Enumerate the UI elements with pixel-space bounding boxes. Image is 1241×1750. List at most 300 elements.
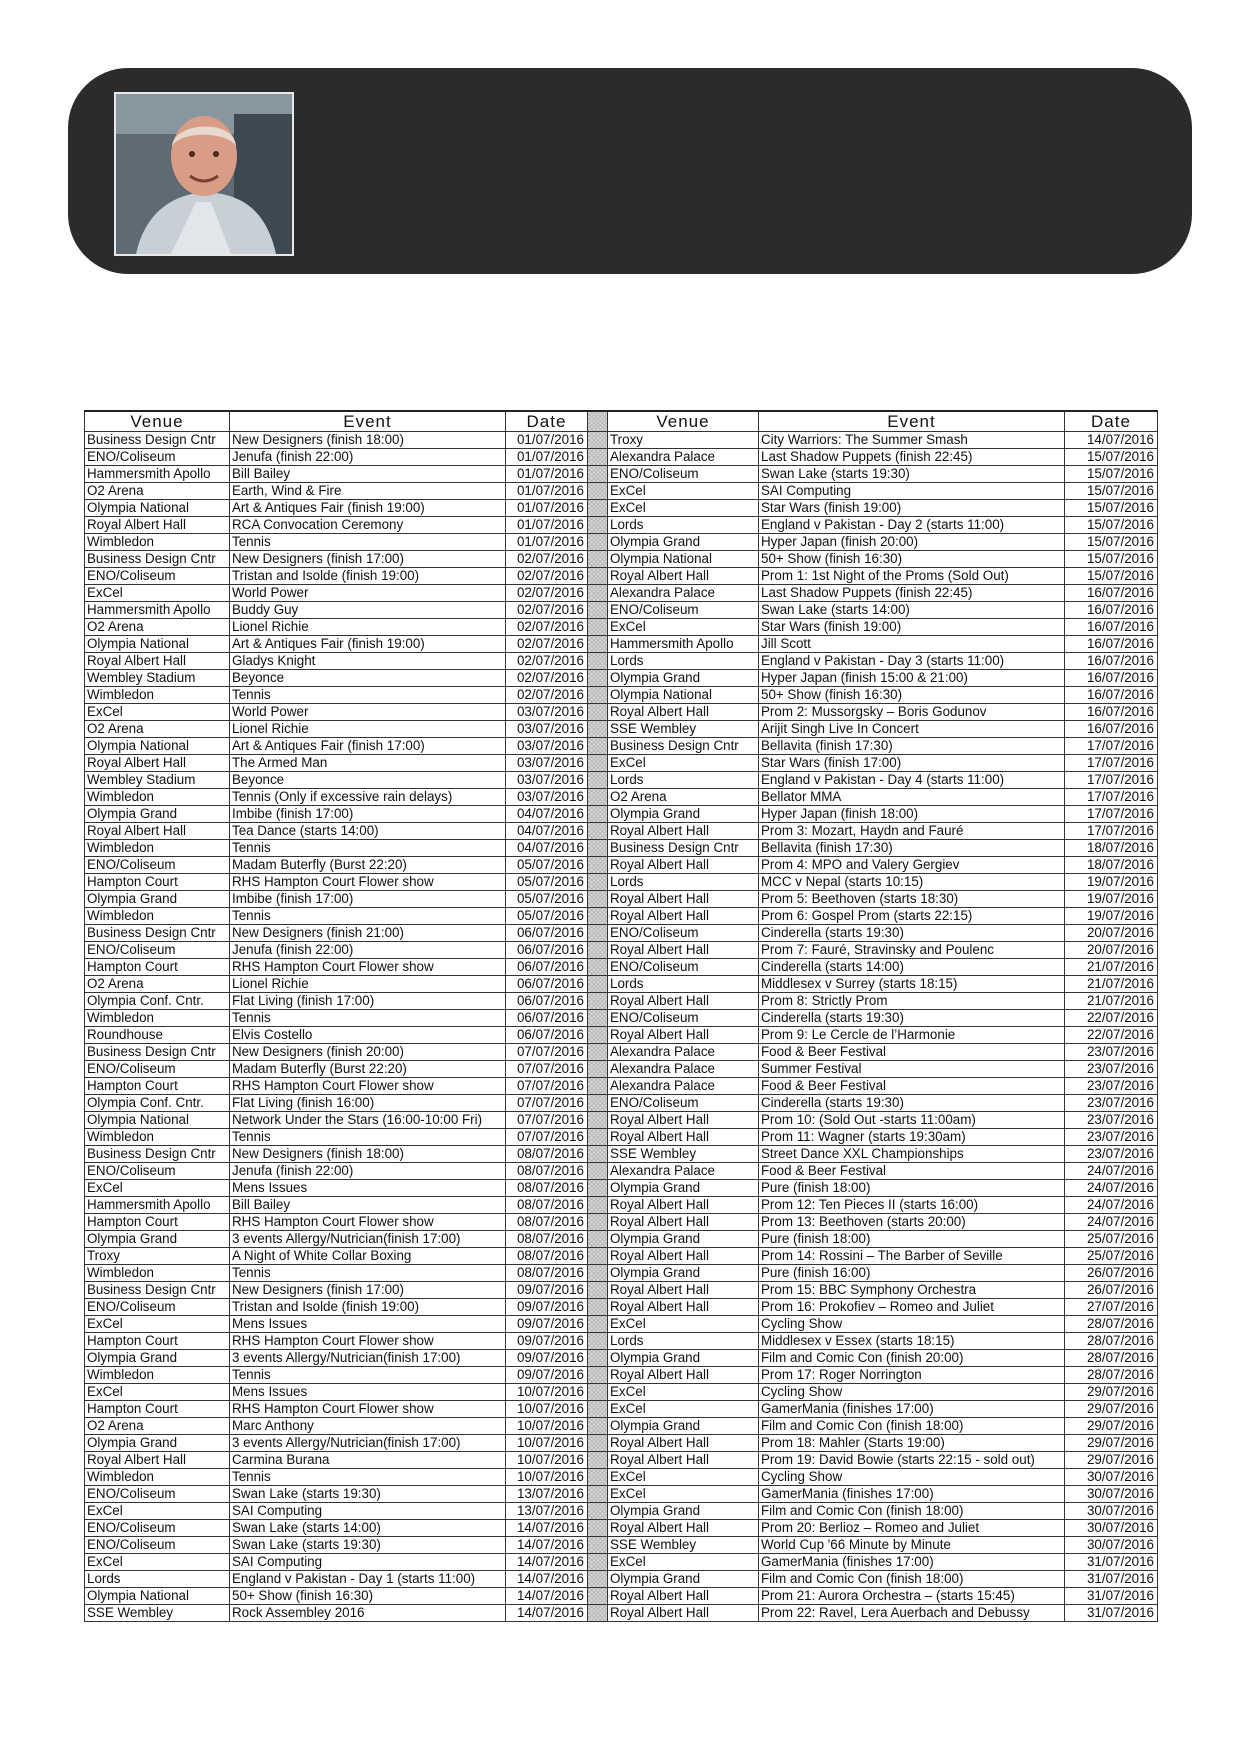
date-cell: 31/07/2016 bbox=[1065, 1588, 1158, 1605]
date-cell: 24/07/2016 bbox=[1065, 1197, 1158, 1214]
date-cell: 02/07/2016 bbox=[506, 551, 588, 568]
venue-cell: Olympia Grand bbox=[85, 1231, 230, 1248]
table-row bbox=[85, 1265, 1158, 1282]
event-cell: Imbibe (finish 17:00) bbox=[230, 891, 506, 908]
date-cell: 28/07/2016 bbox=[1065, 1316, 1158, 1333]
table-row bbox=[85, 1418, 1158, 1435]
date-cell: 21/07/2016 bbox=[1065, 993, 1158, 1010]
event-cell: Cycling Show bbox=[759, 1316, 1065, 1333]
date-cell: 29/07/2016 bbox=[1065, 1435, 1158, 1452]
event-cell: Food & Beer Festival bbox=[759, 1044, 1065, 1061]
date-cell: 31/07/2016 bbox=[1065, 1605, 1158, 1622]
venue-cell: Royal Albert Hall bbox=[608, 891, 759, 908]
event-cell: Food & Beer Festival bbox=[759, 1163, 1065, 1180]
event-cell: Food & Beer Festival bbox=[759, 1078, 1065, 1095]
date-cell: 06/07/2016 bbox=[506, 925, 588, 942]
date-cell: 02/07/2016 bbox=[506, 585, 588, 602]
venue-cell: Olympia National bbox=[85, 500, 230, 517]
venue-cell: Roundhouse bbox=[85, 1027, 230, 1044]
table-row bbox=[85, 1197, 1158, 1214]
date-cell: 22/07/2016 bbox=[1065, 1027, 1158, 1044]
date-cell: 14/07/2016 bbox=[506, 1571, 588, 1588]
column-divider bbox=[588, 449, 608, 466]
date-cell: 20/07/2016 bbox=[1065, 942, 1158, 959]
event-cell: Jenufa (finish 22:00) bbox=[230, 449, 506, 466]
venue-cell: Lords bbox=[608, 874, 759, 891]
event-cell: Bill Bailey bbox=[230, 466, 506, 483]
date-cell: 16/07/2016 bbox=[1065, 636, 1158, 653]
venue-cell: Hampton Court bbox=[85, 959, 230, 976]
column-divider bbox=[588, 1112, 608, 1129]
column-divider bbox=[588, 534, 608, 551]
venue-cell: Royal Albert Hall bbox=[608, 1452, 759, 1469]
venue-cell: Business Design Cntr bbox=[85, 432, 230, 449]
venue-cell: Olympia Conf. Cntr. bbox=[85, 1095, 230, 1112]
column-divider bbox=[588, 772, 608, 789]
column-divider bbox=[588, 500, 608, 517]
table-row bbox=[85, 619, 1158, 636]
venue-cell: Royal Albert Hall bbox=[85, 1452, 230, 1469]
date-cell: 30/07/2016 bbox=[1065, 1503, 1158, 1520]
table-row bbox=[85, 449, 1158, 466]
venue-cell: Olympia National bbox=[85, 738, 230, 755]
event-cell: Tennis bbox=[230, 534, 506, 551]
table-row bbox=[85, 1078, 1158, 1095]
event-cell: Prom 15: BBC Symphony Orchestra bbox=[759, 1282, 1065, 1299]
date-cell: 13/07/2016 bbox=[506, 1503, 588, 1520]
event-cell: Elvis Costello bbox=[230, 1027, 506, 1044]
event-cell: Cinderella (starts 19:30) bbox=[759, 1095, 1065, 1112]
event-cell: Swan Lake (starts 14:00) bbox=[759, 602, 1065, 619]
date-cell: 08/07/2016 bbox=[506, 1265, 588, 1282]
column-divider bbox=[588, 1605, 608, 1622]
event-cell: SAI Computing bbox=[230, 1554, 506, 1571]
event-cell: Earth, Wind & Fire bbox=[230, 483, 506, 500]
date-cell: 30/07/2016 bbox=[1065, 1537, 1158, 1554]
column-divider bbox=[588, 704, 608, 721]
date-cell: 23/07/2016 bbox=[1065, 1061, 1158, 1078]
venue-cell: ExCel bbox=[608, 500, 759, 517]
table-row bbox=[85, 976, 1158, 993]
column-divider bbox=[588, 993, 608, 1010]
venue-cell: SSE Wembley bbox=[608, 1537, 759, 1554]
date-cell: 07/07/2016 bbox=[506, 1095, 588, 1112]
column-divider bbox=[588, 1027, 608, 1044]
event-cell: Prom 19: David Bowie (starts 22:15 - sold out) bbox=[759, 1452, 1065, 1469]
date-cell: 23/07/2016 bbox=[1065, 1078, 1158, 1095]
venue-cell: Wimbledon bbox=[85, 1010, 230, 1027]
venue-cell: ExCel bbox=[608, 1316, 759, 1333]
event-cell: Gladys Knight bbox=[230, 653, 506, 670]
event-cell: Prom 4: MPO and Valery Gergiev bbox=[759, 857, 1065, 874]
event-cell: Star Wars (finish 17:00) bbox=[759, 755, 1065, 772]
event-cell: Buddy Guy bbox=[230, 602, 506, 619]
venue-cell: Troxy bbox=[608, 432, 759, 449]
event-cell: Cinderella (starts 14:00) bbox=[759, 959, 1065, 976]
venue-cell: O2 Arena bbox=[85, 483, 230, 500]
date-cell: 09/07/2016 bbox=[506, 1282, 588, 1299]
date-cell: 23/07/2016 bbox=[1065, 1146, 1158, 1163]
column-divider bbox=[588, 602, 608, 619]
event-cell: World Cup '66 Minute by Minute bbox=[759, 1537, 1065, 1554]
date-cell: 28/07/2016 bbox=[1065, 1350, 1158, 1367]
event-cell: Pure (finish 18:00) bbox=[759, 1231, 1065, 1248]
event-cell: Cinderella (starts 19:30) bbox=[759, 925, 1065, 942]
column-divider bbox=[588, 687, 608, 704]
venue-cell: Hampton Court bbox=[85, 1333, 230, 1350]
event-cell: Imbibe (finish 17:00) bbox=[230, 806, 506, 823]
event-cell: Tennis bbox=[230, 1010, 506, 1027]
table-row bbox=[85, 534, 1158, 551]
venue-cell: Wimbledon bbox=[85, 840, 230, 857]
date-cell: 10/07/2016 bbox=[506, 1401, 588, 1418]
date-cell: 23/07/2016 bbox=[1065, 1095, 1158, 1112]
venue-cell: Royal Albert Hall bbox=[608, 823, 759, 840]
venue-cell: ExCel bbox=[608, 619, 759, 636]
table-row bbox=[85, 959, 1158, 976]
date-cell: 15/07/2016 bbox=[1065, 500, 1158, 517]
table-row bbox=[85, 670, 1158, 687]
date-cell: 15/07/2016 bbox=[1065, 449, 1158, 466]
column-divider bbox=[588, 585, 608, 602]
column-divider bbox=[588, 1265, 608, 1282]
table-row bbox=[85, 1044, 1158, 1061]
venue-cell: Business Design Cntr bbox=[85, 925, 230, 942]
event-cell: Prom 20: Berlioz – Romeo and Juliet bbox=[759, 1520, 1065, 1537]
table-row bbox=[85, 1588, 1158, 1605]
event-cell: GamerMania (finishes 17:00) bbox=[759, 1486, 1065, 1503]
event-cell: RHS Hampton Court Flower show bbox=[230, 1401, 506, 1418]
date-cell: 05/07/2016 bbox=[506, 874, 588, 891]
venue-cell: Royal Albert Hall bbox=[608, 1214, 759, 1231]
venue-cell: Wimbledon bbox=[85, 534, 230, 551]
venue-cell: Lords bbox=[608, 772, 759, 789]
date-cell: 26/07/2016 bbox=[1065, 1265, 1158, 1282]
date-cell: 08/07/2016 bbox=[506, 1214, 588, 1231]
table-row bbox=[85, 602, 1158, 619]
column-divider bbox=[588, 1452, 608, 1469]
column-divider bbox=[588, 1435, 608, 1452]
venue-cell: Royal Albert Hall bbox=[608, 942, 759, 959]
event-cell: Carmina Burana bbox=[230, 1452, 506, 1469]
column-divider bbox=[588, 755, 608, 772]
event-cell: Prom 12: Ten Pieces II (starts 16:00) bbox=[759, 1197, 1065, 1214]
venue-cell: Royal Albert Hall bbox=[608, 1367, 759, 1384]
event-cell: World Power bbox=[230, 585, 506, 602]
venue-cell: Alexandra Palace bbox=[608, 1163, 759, 1180]
column-divider bbox=[588, 1384, 608, 1401]
venue-cell: Royal Albert Hall bbox=[608, 1129, 759, 1146]
venue-cell: Olympia Grand bbox=[608, 1418, 759, 1435]
venue-cell: ENO/Coliseum bbox=[608, 959, 759, 976]
date-cell: 16/07/2016 bbox=[1065, 687, 1158, 704]
event-cell: Prom 17: Roger Norrington bbox=[759, 1367, 1065, 1384]
date-cell: 23/07/2016 bbox=[1065, 1112, 1158, 1129]
date-cell: 17/07/2016 bbox=[1065, 755, 1158, 772]
column-divider bbox=[588, 636, 608, 653]
person-photo-icon bbox=[116, 94, 292, 254]
column-header-event: Event bbox=[759, 411, 1065, 432]
date-cell: 16/07/2016 bbox=[1065, 619, 1158, 636]
event-cell: Lionel Richie bbox=[230, 619, 506, 636]
table-row bbox=[85, 908, 1158, 925]
column-divider bbox=[588, 959, 608, 976]
column-divider bbox=[588, 1503, 608, 1520]
venue-cell: Wimbledon bbox=[85, 789, 230, 806]
date-cell: 26/07/2016 bbox=[1065, 1282, 1158, 1299]
event-cell: GamerMania (finishes 17:00) bbox=[759, 1401, 1065, 1418]
column-divider bbox=[588, 1146, 608, 1163]
event-cell: Mens Issues bbox=[230, 1316, 506, 1333]
venue-cell: O2 Arena bbox=[85, 976, 230, 993]
table-row bbox=[85, 1571, 1158, 1588]
date-cell: 06/07/2016 bbox=[506, 1027, 588, 1044]
table-row bbox=[85, 1350, 1158, 1367]
event-cell: Prom 11: Wagner (starts 19:30am) bbox=[759, 1129, 1065, 1146]
date-cell: 19/07/2016 bbox=[1065, 891, 1158, 908]
date-cell: 28/07/2016 bbox=[1065, 1333, 1158, 1350]
table-row bbox=[85, 1231, 1158, 1248]
event-cell: Cycling Show bbox=[759, 1469, 1065, 1486]
venue-cell: Royal Albert Hall bbox=[85, 823, 230, 840]
date-cell: 14/07/2016 bbox=[506, 1588, 588, 1605]
venue-cell: Royal Albert Hall bbox=[608, 1248, 759, 1265]
table-row bbox=[85, 1248, 1158, 1265]
table-row bbox=[85, 1367, 1158, 1384]
table-row bbox=[85, 1282, 1158, 1299]
venue-cell: ENO/Coliseum bbox=[608, 466, 759, 483]
date-cell: 18/07/2016 bbox=[1065, 840, 1158, 857]
venue-cell: Wembley Stadium bbox=[85, 772, 230, 789]
event-cell: Flat Living (finish 17:00) bbox=[230, 993, 506, 1010]
date-cell: 04/07/2016 bbox=[506, 823, 588, 840]
event-cell: Tristan and Isolde (finish 19:00) bbox=[230, 568, 506, 585]
venue-cell: Royal Albert Hall bbox=[608, 568, 759, 585]
date-cell: 16/07/2016 bbox=[1065, 653, 1158, 670]
date-cell: 16/07/2016 bbox=[1065, 602, 1158, 619]
event-cell: RHS Hampton Court Flower show bbox=[230, 874, 506, 891]
table-row bbox=[85, 891, 1158, 908]
column-divider bbox=[588, 942, 608, 959]
date-cell: 31/07/2016 bbox=[1065, 1571, 1158, 1588]
table-row bbox=[85, 687, 1158, 704]
table-row bbox=[85, 1435, 1158, 1452]
date-cell: 03/07/2016 bbox=[506, 721, 588, 738]
date-cell: 06/07/2016 bbox=[506, 976, 588, 993]
table-row bbox=[85, 500, 1158, 517]
event-cell: Bellavita (finish 17:30) bbox=[759, 738, 1065, 755]
date-cell: 05/07/2016 bbox=[506, 908, 588, 925]
date-cell: 29/07/2016 bbox=[1065, 1384, 1158, 1401]
column-divider bbox=[588, 1588, 608, 1605]
event-cell: England v Pakistan - Day 2 (starts 11:00) bbox=[759, 517, 1065, 534]
table-row bbox=[85, 806, 1158, 823]
event-cell: Last Shadow Puppets (finish 22:45) bbox=[759, 449, 1065, 466]
date-cell: 03/07/2016 bbox=[506, 789, 588, 806]
event-cell: Tennis bbox=[230, 1367, 506, 1384]
event-cell: A Night of White Collar Boxing bbox=[230, 1248, 506, 1265]
date-cell: 21/07/2016 bbox=[1065, 959, 1158, 976]
table-row bbox=[85, 1214, 1158, 1231]
venue-cell: Hampton Court bbox=[85, 1401, 230, 1418]
date-cell: 23/07/2016 bbox=[1065, 1129, 1158, 1146]
venue-cell: Hampton Court bbox=[85, 874, 230, 891]
event-cell: England v Pakistan - Day 4 (starts 11:00) bbox=[759, 772, 1065, 789]
event-cell: Rock Assembley 2016 bbox=[230, 1605, 506, 1622]
event-cell: Bellavita (finish 17:30) bbox=[759, 840, 1065, 857]
date-cell: 30/07/2016 bbox=[1065, 1486, 1158, 1503]
event-cell: Prom 2: Mussorgsky – Boris Godunov bbox=[759, 704, 1065, 721]
column-divider bbox=[588, 840, 608, 857]
event-cell: RHS Hampton Court Flower show bbox=[230, 1333, 506, 1350]
event-cell: Prom 13: Beethoven (starts 20:00) bbox=[759, 1214, 1065, 1231]
event-cell: Swan Lake (starts 19:30) bbox=[230, 1537, 506, 1554]
venue-cell: Olympia National bbox=[85, 636, 230, 653]
column-divider bbox=[588, 670, 608, 687]
venue-cell: Olympia Grand bbox=[85, 806, 230, 823]
venue-cell: ExCel bbox=[608, 483, 759, 500]
column-divider bbox=[588, 1044, 608, 1061]
venue-cell: Royal Albert Hall bbox=[608, 1588, 759, 1605]
table-row bbox=[85, 1605, 1158, 1622]
table-row bbox=[85, 925, 1158, 942]
venue-cell: ENO/Coliseum bbox=[85, 942, 230, 959]
venue-cell: Alexandra Palace bbox=[608, 1044, 759, 1061]
date-cell: 24/07/2016 bbox=[1065, 1180, 1158, 1197]
table-row bbox=[85, 1027, 1158, 1044]
event-cell: 50+ Show (finish 16:30) bbox=[759, 687, 1065, 704]
event-cell: Film and Comic Con (finish 20:00) bbox=[759, 1350, 1065, 1367]
table-row bbox=[85, 942, 1158, 959]
date-cell: 03/07/2016 bbox=[506, 755, 588, 772]
venue-cell: Olympia Grand bbox=[608, 1350, 759, 1367]
column-divider bbox=[588, 1520, 608, 1537]
venue-cell: ExCel bbox=[85, 1180, 230, 1197]
event-cell: Swan Lake (starts 19:30) bbox=[759, 466, 1065, 483]
event-cell: Prom 10: (Sold Out -starts 11:00am) bbox=[759, 1112, 1065, 1129]
venue-cell: Business Design Cntr bbox=[85, 1282, 230, 1299]
date-cell: 10/07/2016 bbox=[506, 1452, 588, 1469]
date-cell: 27/07/2016 bbox=[1065, 1299, 1158, 1316]
venue-cell: Wimbledon bbox=[85, 1469, 230, 1486]
event-cell: Summer Festival bbox=[759, 1061, 1065, 1078]
event-cell: 50+ Show (finish 16:30) bbox=[230, 1588, 506, 1605]
date-cell: 02/07/2016 bbox=[506, 653, 588, 670]
column-divider bbox=[588, 1316, 608, 1333]
date-cell: 16/07/2016 bbox=[1065, 704, 1158, 721]
event-cell: Prom 5: Beethoven (starts 18:30) bbox=[759, 891, 1065, 908]
date-cell: 03/07/2016 bbox=[506, 772, 588, 789]
column-header-venue: Venue bbox=[85, 411, 230, 432]
date-cell: 08/07/2016 bbox=[506, 1146, 588, 1163]
column-divider bbox=[588, 1418, 608, 1435]
event-cell: Hyper Japan (finish 15:00 & 21:00) bbox=[759, 670, 1065, 687]
event-cell: New Designers (finish 17:00) bbox=[230, 1282, 506, 1299]
event-cell: RHS Hampton Court Flower show bbox=[230, 1078, 506, 1095]
column-divider bbox=[588, 1214, 608, 1231]
date-cell: 08/07/2016 bbox=[506, 1197, 588, 1214]
date-cell: 15/07/2016 bbox=[1065, 483, 1158, 500]
venue-cell: Wimbledon bbox=[85, 1367, 230, 1384]
venue-cell: Lords bbox=[608, 517, 759, 534]
column-divider bbox=[588, 466, 608, 483]
event-cell: New Designers (finish 21:00) bbox=[230, 925, 506, 942]
date-cell: 09/07/2016 bbox=[506, 1367, 588, 1384]
table-row bbox=[85, 1299, 1158, 1316]
venue-cell: Hampton Court bbox=[85, 1214, 230, 1231]
venue-cell: ENO/Coliseum bbox=[608, 1095, 759, 1112]
venue-cell: Business Design Cntr bbox=[85, 1146, 230, 1163]
venue-cell: O2 Arena bbox=[608, 789, 759, 806]
table-row bbox=[85, 738, 1158, 755]
date-cell: 14/07/2016 bbox=[506, 1554, 588, 1571]
event-cell: Mens Issues bbox=[230, 1384, 506, 1401]
event-cell: Hyper Japan (finish 20:00) bbox=[759, 534, 1065, 551]
venue-cell: ExCel bbox=[85, 1554, 230, 1571]
date-cell: 20/07/2016 bbox=[1065, 925, 1158, 942]
table-row bbox=[85, 1095, 1158, 1112]
event-cell: Tennis bbox=[230, 1265, 506, 1282]
venue-cell: Olympia Grand bbox=[608, 1503, 759, 1520]
table-row bbox=[85, 483, 1158, 500]
date-cell: 24/07/2016 bbox=[1065, 1214, 1158, 1231]
event-cell: RHS Hampton Court Flower show bbox=[230, 1214, 506, 1231]
table-row bbox=[85, 1129, 1158, 1146]
event-cell: GamerMania (finishes 17:00) bbox=[759, 1554, 1065, 1571]
table-row bbox=[85, 721, 1158, 738]
date-cell: 02/07/2016 bbox=[506, 636, 588, 653]
column-divider bbox=[588, 721, 608, 738]
event-cell: Jenufa (finish 22:00) bbox=[230, 1163, 506, 1180]
table-row bbox=[85, 1163, 1158, 1180]
venue-cell: Olympia National bbox=[85, 1588, 230, 1605]
column-divider bbox=[588, 1231, 608, 1248]
date-cell: 23/07/2016 bbox=[1065, 1044, 1158, 1061]
event-cell: Star Wars (finish 19:00) bbox=[759, 500, 1065, 517]
event-cell: Film and Comic Con (finish 18:00) bbox=[759, 1571, 1065, 1588]
date-cell: 02/07/2016 bbox=[506, 568, 588, 585]
venue-cell: ENO/Coliseum bbox=[608, 1010, 759, 1027]
venue-cell: SSE Wembley bbox=[608, 1146, 759, 1163]
table-row bbox=[85, 1146, 1158, 1163]
table-header-row bbox=[85, 411, 1158, 432]
profile-photo bbox=[114, 92, 294, 256]
venue-cell: ExCel bbox=[608, 1469, 759, 1486]
column-divider bbox=[588, 483, 608, 500]
column-divider bbox=[588, 1401, 608, 1418]
event-cell: Hyper Japan (finish 18:00) bbox=[759, 806, 1065, 823]
table-row bbox=[85, 1537, 1158, 1554]
event-cell: New Designers (finish 18:00) bbox=[230, 432, 506, 449]
venue-cell: Olympia National bbox=[85, 1112, 230, 1129]
venue-cell: Business Design Cntr bbox=[608, 840, 759, 857]
venue-cell: ExCel bbox=[85, 1316, 230, 1333]
venue-cell: SSE Wembley bbox=[608, 721, 759, 738]
date-cell: 08/07/2016 bbox=[506, 1163, 588, 1180]
date-cell: 19/07/2016 bbox=[1065, 874, 1158, 891]
date-cell: 06/07/2016 bbox=[506, 993, 588, 1010]
date-cell: 01/07/2016 bbox=[506, 466, 588, 483]
table-row bbox=[85, 1333, 1158, 1350]
table-row bbox=[85, 653, 1158, 670]
column-divider bbox=[588, 1537, 608, 1554]
table-row bbox=[85, 755, 1158, 772]
event-cell: 50+ Show (finish 16:30) bbox=[759, 551, 1065, 568]
venue-cell: Royal Albert Hall bbox=[85, 755, 230, 772]
event-cell: Mens Issues bbox=[230, 1180, 506, 1197]
event-cell: Street Dance XXL Championships bbox=[759, 1146, 1065, 1163]
venue-cell: Olympia Grand bbox=[608, 670, 759, 687]
